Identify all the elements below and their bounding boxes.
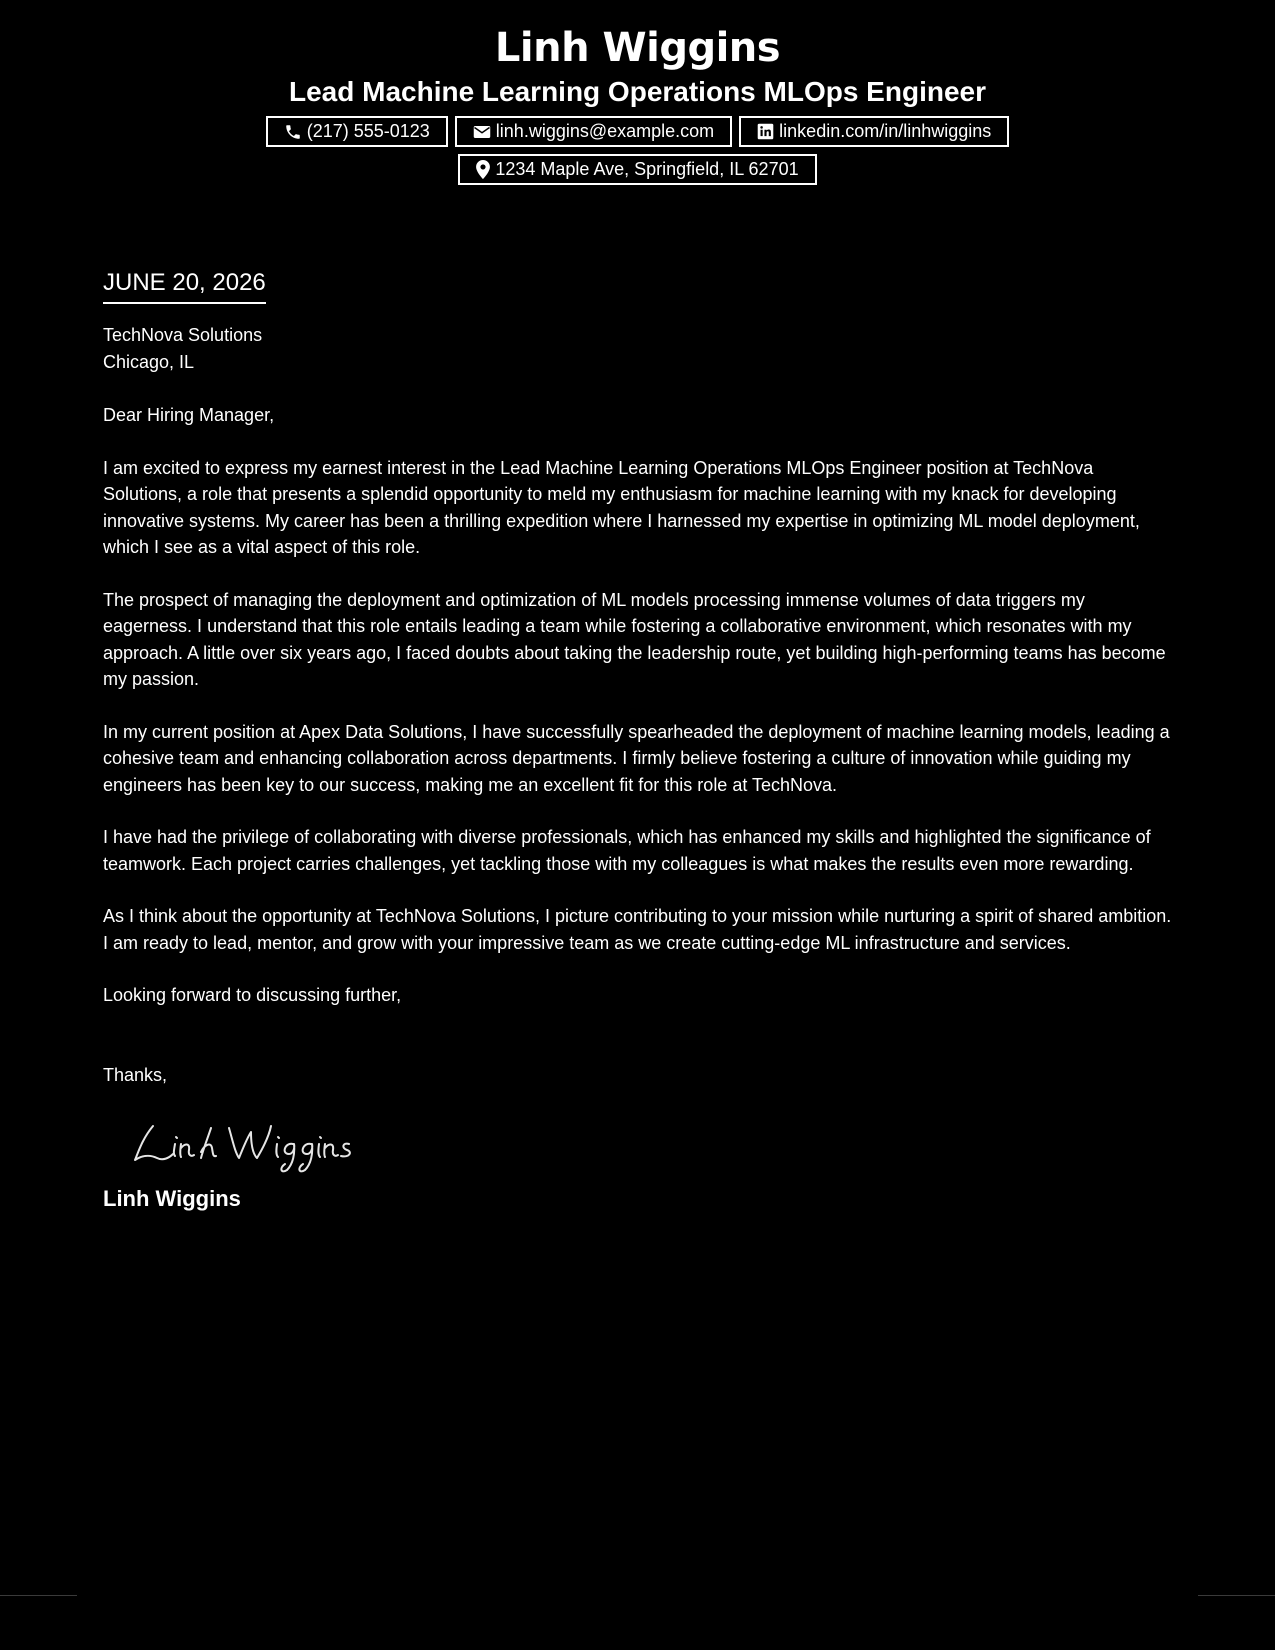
contact-row (0, 116, 1275, 147)
applicant-name: Linh Wiggins (494, 25, 781, 71)
body-paragraph: I have had the privilege of collaborating with diverse professionals, which has enhanced my skills and highlighted the significance of teamwork. Each project carries challenges, yet tackling those with my colleagues is what makes the results even more rewarding. (103, 827, 1151, 874)
email-text: linh.wiggins@example.com (495, 121, 715, 141)
email-chip[interactable] (455, 116, 732, 147)
map-pin-icon (476, 160, 490, 179)
footer-divider-left (0, 1595, 77, 1596)
linkedin-icon (757, 123, 774, 140)
linkedin-chip[interactable] (739, 116, 1009, 147)
recipient-location: Chicago, IL (103, 352, 195, 372)
handwritten-signature (125, 1114, 1173, 1176)
body-paragraph: I am excited to express my earnest interest in the Lead Machine Learning Operations MLOps Engineer position at TechNova Solutions, a role that presents a splendid opportunity to meld my enthusiasm for machine learning with my knack for developing innovative systems. My career has been a thrilling expedition where I harnessed my expertise in optimizing ML model deployment, which I see as a vital aspect of this role. (103, 457, 1140, 557)
linkedin-text: linkedin.com/in/linhwiggins (779, 121, 992, 141)
address-text: 1234 Maple Ave, Springfield, IL 62701 (495, 159, 799, 179)
envelope-icon (473, 124, 491, 140)
address-row (0, 154, 1275, 185)
sign-off: Thanks, (103, 1064, 168, 1085)
phone-chip[interactable] (266, 116, 448, 147)
address-chip[interactable] (458, 154, 816, 185)
phone-icon (284, 123, 302, 141)
recipient-company: TechNova Solutions (103, 325, 263, 345)
letter-body (103, 268, 1173, 1214)
recipient-block (103, 322, 1173, 376)
salutation: Dear Hiring Manager, (103, 405, 275, 425)
signatory-name: Linh Wiggins (103, 1186, 241, 1211)
body-paragraph: As I think about the opportunity at TechNova Solutions, I picture contributing to your mission while nurturing a spirit of shared ambition. I am ready to lead, mentor, and grow with your impressive team as we create cutting-edge ML infrastructure and services. (103, 906, 1172, 953)
footer-divider-right (1198, 1595, 1275, 1596)
applicant-title: Lead Machine Learning Operations MLOps Engineer (288, 76, 986, 107)
letter-date: JUNE 20, 2026 (103, 268, 266, 304)
closing-line: Looking forward to discussing further, (103, 985, 402, 1005)
phone-text: (217) 555-0123 (306, 121, 430, 141)
body-paragraph: In my current position at Apex Data Solutions, I have successfully spearheaded the deployment of machine learning models, leading a cohesive team and enhancing collaboration across departments. I firmly believe fostering a culture of innovation while guiding my engineers has been key to our success, making me an excellent fit for this role at TechNova. (103, 721, 1170, 795)
letter-header (0, 20, 1275, 185)
body-paragraph: The prospect of managing the deployment and optimization of ML models processing immense volumes of data triggers my eagerness. I understand that this role entails leading a team while fostering a collaborative environment, which resonates with my approach. A little over six years ago, I faced doubts about taking the leadership route, yet building high-performing teams has become my passion. (103, 589, 1166, 689)
